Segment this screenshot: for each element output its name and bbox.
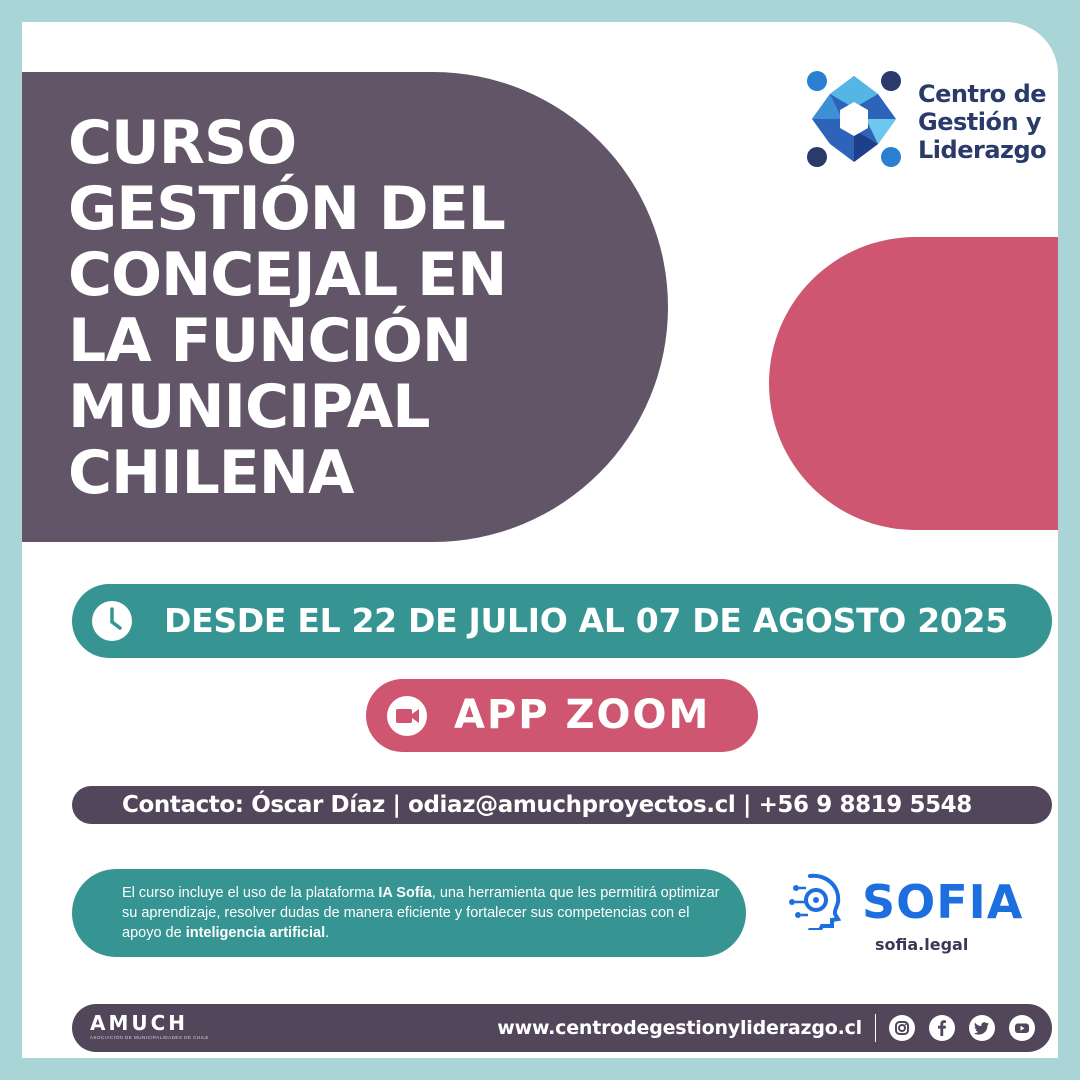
instagram-icon[interactable] xyxy=(889,1015,915,1041)
title-line: LA FUNCIÓN xyxy=(68,306,472,376)
amuch-logo-text: AMUCH xyxy=(90,1011,189,1035)
logo-line: Centro de xyxy=(918,80,1047,108)
sofia-url[interactable]: sofia.legal xyxy=(875,935,969,954)
twitter-icon[interactable] xyxy=(969,1015,995,1041)
title-line: CURSO xyxy=(68,108,297,178)
date-text: DESDE EL 22 DE JULIO AL 07 DE AGOSTO 2025 xyxy=(164,601,1008,640)
info-text xyxy=(122,883,722,943)
centro-gestion-logo-text xyxy=(918,80,1046,164)
footer-bar xyxy=(72,1004,1052,1052)
centro-gestion-logo-icon xyxy=(804,68,904,170)
platform-text: APP ZOOM xyxy=(454,692,711,738)
logo-line: Gestión y xyxy=(918,108,1042,136)
info-text-part: . xyxy=(325,925,330,941)
title-line: GESTIÓN DEL xyxy=(68,174,505,244)
info-text-part: El curso incluye el uso de la plataforma xyxy=(122,885,379,901)
video-camera-icon xyxy=(386,695,428,737)
info-highlight-ai: inteligencia artificial xyxy=(185,925,326,941)
platform-banner xyxy=(366,679,758,752)
contact-banner xyxy=(72,786,1052,824)
title-line: CHILENA xyxy=(68,438,354,508)
date-banner xyxy=(72,584,1052,658)
facebook-icon[interactable] xyxy=(929,1015,955,1041)
amuch-logo-subtext: ASOCIACIÓN DE MUNICIPALIDADES DE CHILE xyxy=(90,1035,209,1040)
logo-line: Liderazgo xyxy=(918,136,1047,164)
contact-text: Contacto: Óscar Díaz | odiaz@amuchproyectos.cl | +56 9 8819 5548 xyxy=(122,792,972,818)
title-line: CONCEJAL EN xyxy=(68,240,507,310)
sofia-brand-text: SOFIA xyxy=(862,875,1024,929)
info-banner xyxy=(72,869,746,957)
course-title xyxy=(68,110,648,506)
website-link[interactable]: www.centrodegestionyliderazgo.cl xyxy=(497,1017,862,1039)
decorative-pink-shape xyxy=(769,237,1058,530)
sofia-ai-head-icon xyxy=(788,872,846,930)
flyer-card xyxy=(22,22,1058,1058)
info-highlight-sofia: IA Sofía xyxy=(378,885,432,901)
info-text-part: , una herramienta que les permitirá optimizar su aprendizaje, resolver dudas de manera eficiente y fortalecer sus competencias con el apoyo de xyxy=(122,885,720,941)
youtube-icon[interactable] xyxy=(1009,1015,1035,1041)
footer-divider xyxy=(875,1014,876,1042)
clock-icon xyxy=(91,600,133,642)
title-line: MUNICIPAL xyxy=(68,372,430,442)
